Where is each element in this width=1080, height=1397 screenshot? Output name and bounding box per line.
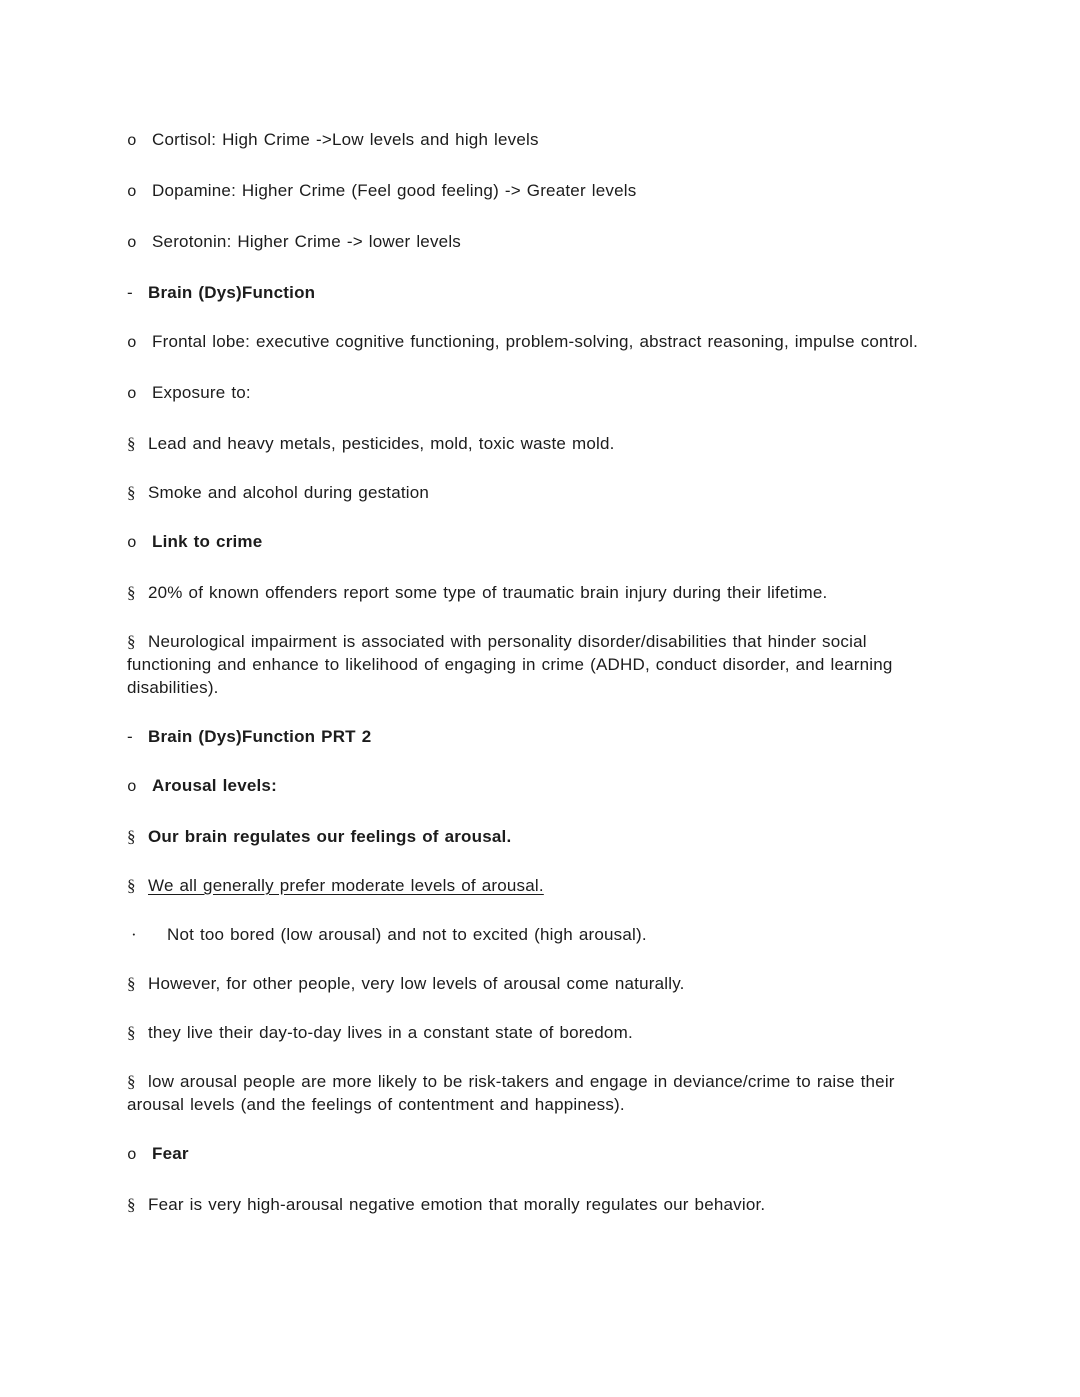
section-bullet: § [127,1072,136,1091]
list-item-text: Dopamine: Higher Crime (Feel good feeling) -> Greater levels [152,181,637,200]
list-item-text: Fear is very high-arousal negative emotion that morally regulates our behavior. [148,1195,766,1214]
list-item-text: We all generally prefer moderate levels of arousal. [148,876,544,895]
section-bullet: § [127,1023,136,1042]
list-item-text: Not too bored (low arousal) and not to excited (high arousal). [167,925,647,944]
list-item-text: Fear [152,1144,189,1163]
section-bullet: § [127,632,136,651]
circle-bullet: o [127,234,137,252]
list-item [127,230,950,255]
circle-bullet: o [127,334,137,352]
list-item [127,874,950,897]
list-item-heading [127,1142,950,1167]
list-item-heading [127,725,950,748]
list-item-text: However, for other people, very low levels of arousal come naturally. [148,974,685,993]
list-item-heading [127,281,950,304]
list-item-text: Serotonin: Higher Crime -> lower levels [152,232,461,251]
list-item-text: Link to crime [152,532,263,551]
list-item-text: they live their day-to-day lives in a constant state of boredom. [148,1023,633,1042]
dot-bullet: · [131,925,137,944]
section-bullet: § [127,483,136,502]
dash-bullet: - [127,727,133,746]
list-item-heading [127,774,950,799]
list-item [127,481,950,504]
section-bullet: § [127,876,136,895]
list-item-text: Frontal lobe: executive cognitive functioning, problem-solving, abstract reasoning, impulse control. [152,332,919,351]
list-item [127,432,950,455]
document-content [127,128,950,1242]
circle-bullet: o [127,534,137,552]
list-item [127,1193,950,1216]
circle-bullet: o [127,183,137,201]
list-item [127,179,950,204]
list-item-text: Arousal levels: [152,776,277,795]
list-item-text: Brain (Dys)Function [148,283,316,302]
list-item-text: Smoke and alcohol during gestation [148,483,430,502]
list-item-text: low arousal people are more likely to be risk-takers and engage in deviance/crime to raise their arousal levels (and the feelings of contentment and happiness). [127,1072,895,1114]
list-item-heading [127,530,950,555]
dash-bullet: - [127,283,133,302]
list-item-text: Cortisol: High Crime ->Low levels and high levels [152,130,539,149]
section-bullet: § [127,827,136,846]
section-bullet: § [127,434,136,453]
list-item [127,972,950,995]
list-item-text: 20% of known offenders report some type of traumatic brain injury during their lifetime. [148,583,828,602]
list-item [127,581,950,604]
section-bullet: § [127,583,136,602]
list-item [127,128,950,153]
list-item [127,1021,950,1044]
circle-bullet: o [127,778,137,796]
circle-bullet: o [127,385,137,403]
section-bullet: § [127,974,136,993]
list-item [127,381,950,406]
list-item-text: Neurological impairment is associated with personality disorder/disabilities that hinder social functioning and enhance to likelihood of engaging in crime (ADHD, conduct disorder, and learning disabilities). [127,632,893,697]
list-item [127,825,950,848]
list-item [127,1070,950,1116]
section-bullet: § [127,1195,136,1214]
list-item-text: Lead and heavy metals, pesticides, mold, toxic waste mold. [148,434,615,453]
list-item-text: Brain (Dys)Function PRT 2 [148,727,372,746]
list-item [127,923,950,946]
circle-bullet: o [127,1146,137,1164]
circle-bullet: o [127,132,137,150]
list-item-text: Our brain regulates our feelings of arousal. [148,827,512,846]
list-item [127,330,950,355]
list-item-text: Exposure to: [152,383,251,402]
list-item [127,630,950,699]
